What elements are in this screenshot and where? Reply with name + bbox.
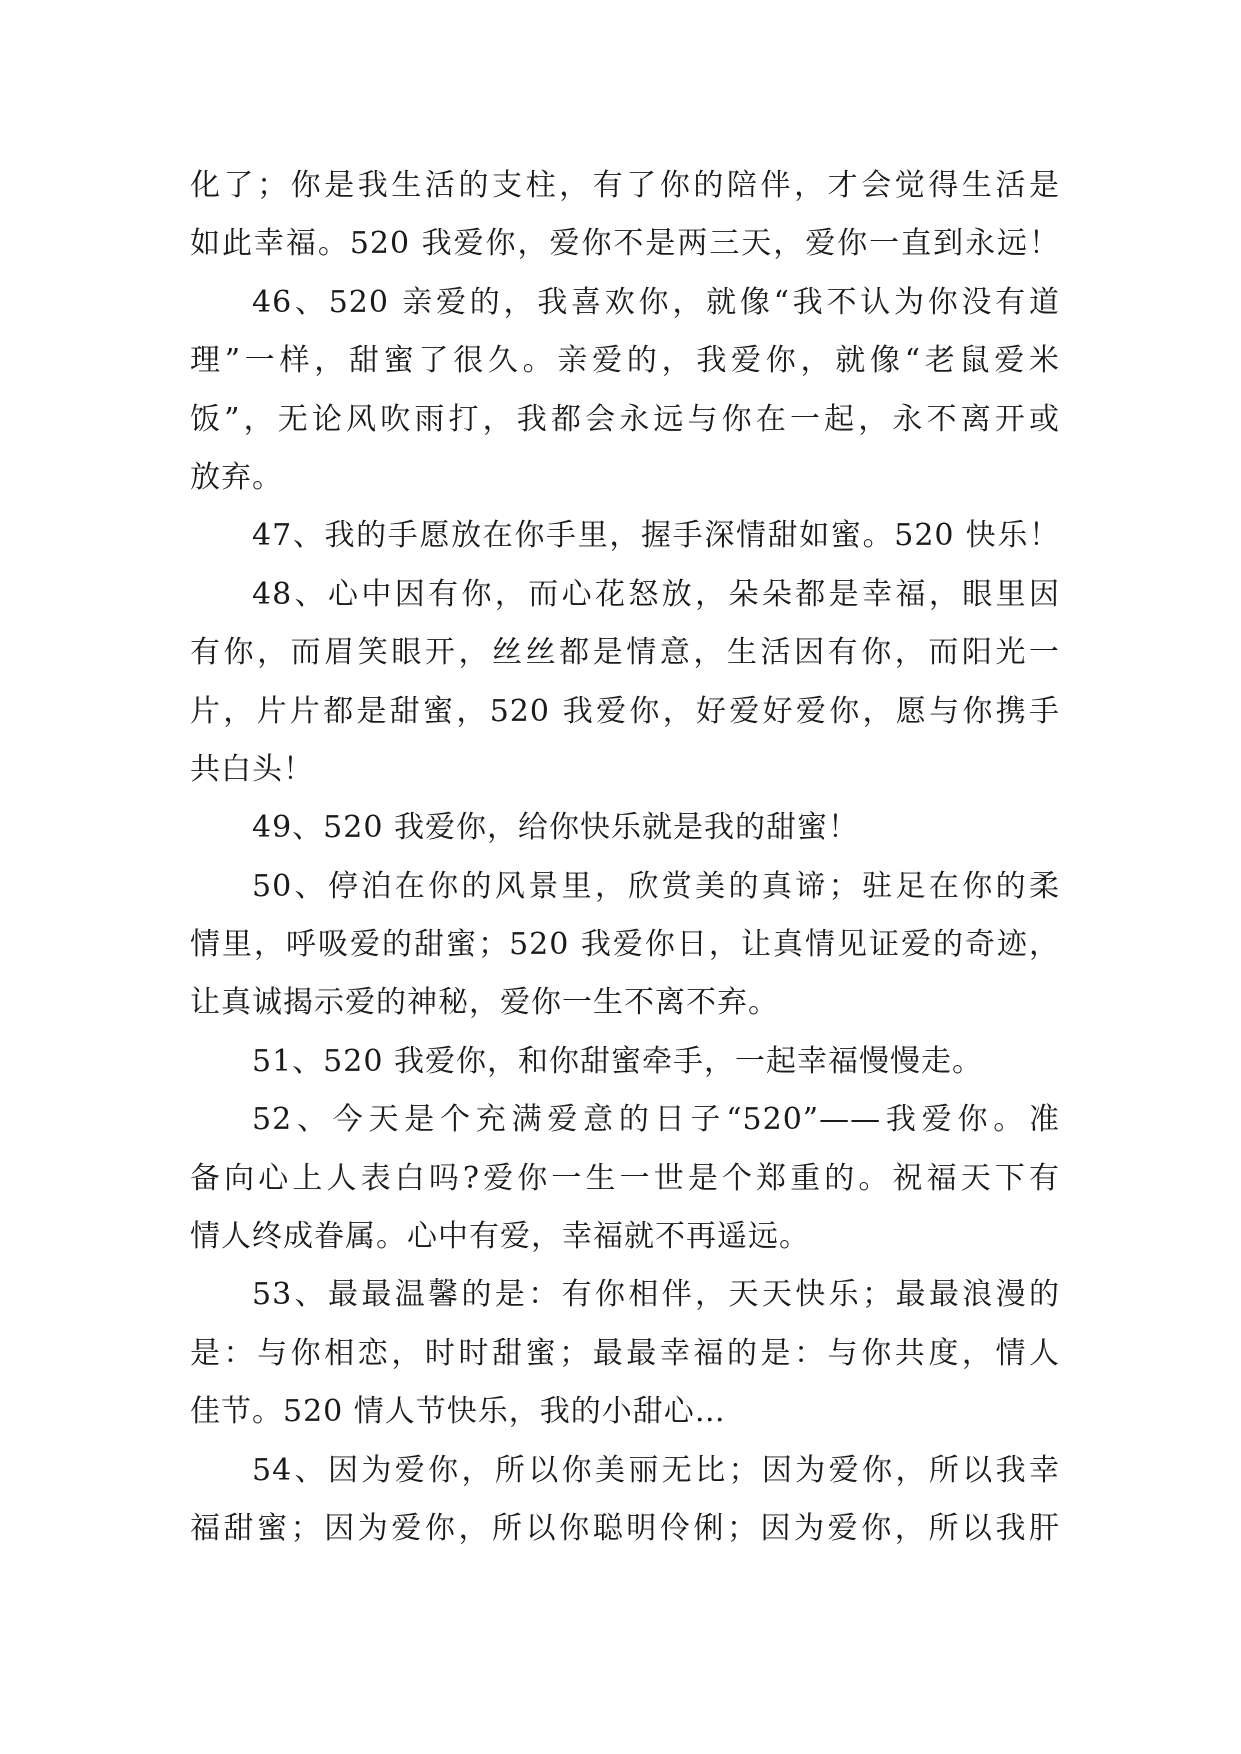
text-line: 52、今天是个充满爱意的日子“520”——我爱你。准 (252, 1102, 1060, 1138)
text-line: 饭”，无论风吹雨打，我都会永远与你在一起，永不离开或 (190, 401, 1060, 437)
text-line: 共白头！ (190, 751, 314, 787)
text-line: 46、520 亲爱的，我喜欢你，就像“我不认为你没有道 (252, 284, 1060, 320)
text-line: 53、最最温馨的是：有你相伴，天天快乐；最最浪漫的 (252, 1277, 1060, 1313)
text-line: 福甜蜜；因为爱你，所以你聪明伶俐；因为爱你，所以我肝 (190, 1510, 1060, 1546)
text-line: 片，片片都是甜蜜，520 我爱你，好爱好爱你，愿与你携手 (190, 693, 1060, 729)
text-line: 佳节。520 情人节快乐，我的小甜心… (190, 1394, 726, 1430)
text-line: 让真诚揭示爱的神秘，爱你一生不离不弃。 (190, 985, 779, 1021)
text-line: 情里，呼吸爱的甜蜜；520 我爱你日，让真情见证爱的奇迹， (190, 927, 1060, 963)
text-line: 48、心中因有你，而心花怒放，朵朵都是幸福，眼里因 (252, 576, 1060, 612)
text-line: 放弃。 (190, 459, 283, 495)
text-line: 50、停泊在你的风景里，欣赏美的真谛；驻足在你的柔 (252, 868, 1060, 904)
text-line: 备向心上人表白吗?爱你一生一世是个郑重的。祝福天下有 (190, 1160, 1060, 1196)
text-line: 54、因为爱你，所以你美丽无比；因为爱你，所以我幸 (252, 1452, 1060, 1488)
text-line: 情人终成眷属。心中有爱，幸福就不再遥远。 (190, 1219, 810, 1255)
text-line: 有你，而眉笑眼开，丝丝都是情意，生活因有你，而阳光一 (190, 635, 1060, 671)
text-line: 49、520 我爱你，给你快乐就是我的甜蜜！ (252, 810, 859, 846)
text-line: 理”一样，甜蜜了很久。亲爱的，我爱你，就像“老鼠爱米 (190, 343, 1060, 379)
text-line: 47、我的手愿放在你手里，握手深情甜如蜜。520 快乐！ (252, 518, 1060, 554)
text-line: 化了；你是我生活的支柱，有了你的陪伴，才会觉得生活是 (190, 168, 1060, 203)
text-line: 是：与你相恋，时时甜蜜；最最幸福的是：与你共度，情人 (190, 1335, 1060, 1371)
text-body (190, 157, 1060, 1558)
text-line: 如此幸福。520 我爱你，爱你不是两三天，爱你一直到永远！ (190, 226, 1060, 262)
text-line: 51、520 我爱你，和你甜蜜牵手，一起幸福慢慢走。 (252, 1043, 983, 1079)
